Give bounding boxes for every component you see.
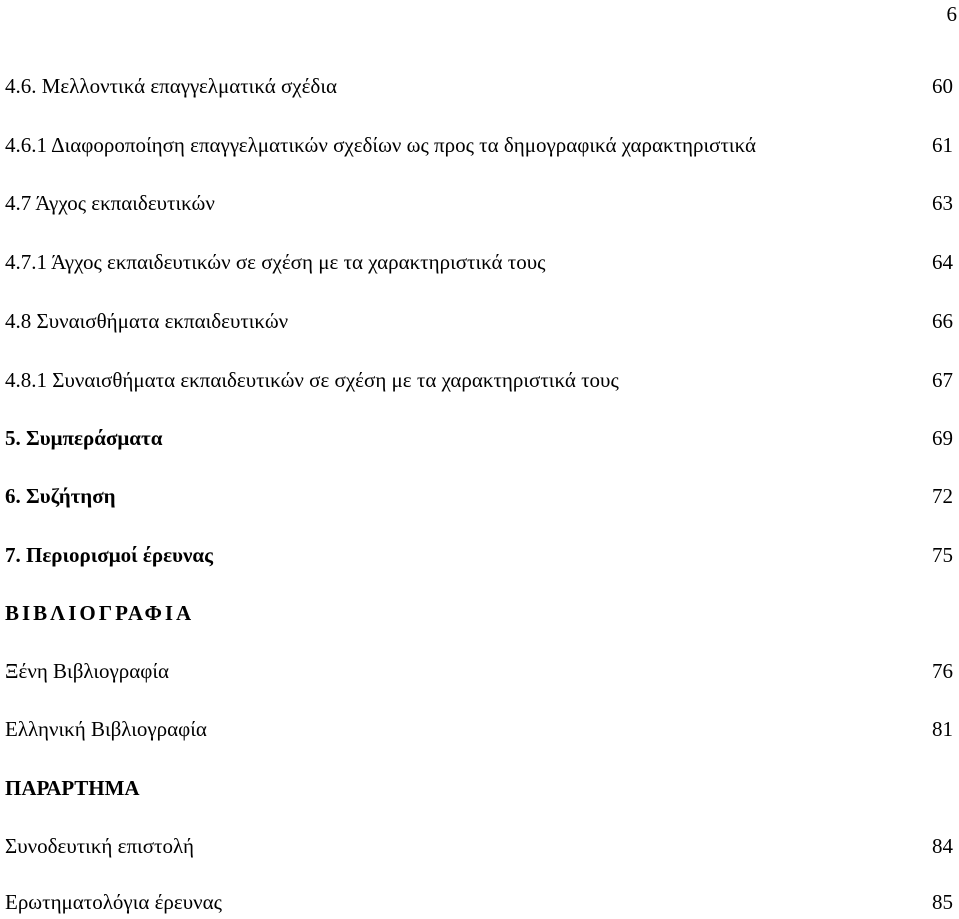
toc-heading-bibliography bbox=[5, 599, 953, 627]
toc-entry-page: 85 bbox=[932, 890, 953, 914]
toc-entry-page: 63 bbox=[932, 191, 953, 215]
toc-entry-title: 4.6. Μελλοντικά επαγγελματικά σχέδια bbox=[5, 74, 337, 98]
toc-entry-title: Ξένη Βιβλιογραφία bbox=[5, 659, 170, 683]
toc-entry-title: Ελληνική Βιβλιογραφία bbox=[5, 717, 207, 741]
toc-entry-cover-letter bbox=[5, 832, 953, 860]
toc-heading-title: ΒΙΒΛΙΟΓΡΑΦΙΑ bbox=[5, 601, 195, 625]
toc-entry-page: 61 bbox=[932, 133, 953, 157]
toc-entry-4-6-1 bbox=[5, 131, 953, 159]
toc-entry-title: 4.7 Άγχος εκπαιδευτικών bbox=[5, 191, 215, 215]
toc-entry-questionnaires bbox=[5, 888, 953, 916]
toc-entry-5 bbox=[5, 424, 953, 452]
toc-entry-page: 67 bbox=[932, 368, 953, 392]
toc-entry-title: 4.8.1 Συναισθήματα εκπαιδευτικών σε σχέση με τα χαρακτηριστικά τους bbox=[5, 368, 619, 392]
toc-entry-4-8-1 bbox=[5, 366, 953, 394]
toc-entry-4-8 bbox=[5, 307, 953, 335]
toc-entry-title: Συνοδευτική επιστολή bbox=[5, 834, 194, 858]
toc-entry-page: 84 bbox=[932, 834, 953, 858]
toc-entry-6 bbox=[5, 482, 953, 510]
toc-entry-4-6 bbox=[5, 72, 953, 100]
toc-entry-page: 75 bbox=[932, 543, 953, 567]
toc-entry-title: 5. Συμπεράσματα bbox=[5, 426, 163, 450]
toc-entry-title: 4.8 Συναισθήματα εκπαιδευτικών bbox=[5, 309, 289, 333]
toc-entry-title: 6. Συζήτηση bbox=[5, 484, 116, 508]
toc-entry-page: 60 bbox=[932, 74, 953, 98]
toc-entry-title: 7. Περιορισμοί έρευνας bbox=[5, 543, 213, 567]
toc-entry-greek-bibliography bbox=[5, 715, 953, 743]
toc-entry-page: 76 bbox=[932, 659, 953, 683]
page-number: 6 bbox=[946, 2, 957, 26]
toc-entry-4-7 bbox=[5, 189, 953, 217]
toc-entry-page: 66 bbox=[932, 309, 953, 333]
toc-entry-foreign-bibliography bbox=[5, 657, 953, 685]
toc-entry-title: 4.6.1 Διαφοροποίηση επαγγελματικών σχεδίων ως προς τα δημογραφικά χαρακτηριστικά bbox=[5, 133, 756, 157]
toc-entry-page: 81 bbox=[932, 717, 953, 741]
toc-entry-title: Ερωτηματολόγια έρευνας bbox=[5, 890, 222, 914]
toc-heading-appendix bbox=[5, 774, 953, 802]
toc-entry-7 bbox=[5, 541, 953, 569]
toc-entry-page: 69 bbox=[932, 426, 953, 450]
toc-entry-4-7-1 bbox=[5, 248, 953, 276]
toc-entry-page: 72 bbox=[932, 484, 953, 508]
toc-entry-page: 64 bbox=[932, 250, 953, 274]
toc-entry-title: 4.7.1 Άγχος εκπαιδευτικών σε σχέση με τα χαρακτηριστικά τους bbox=[5, 250, 546, 274]
toc-heading-title: ΠΑΡΑΡΤΗΜΑ bbox=[5, 776, 140, 800]
